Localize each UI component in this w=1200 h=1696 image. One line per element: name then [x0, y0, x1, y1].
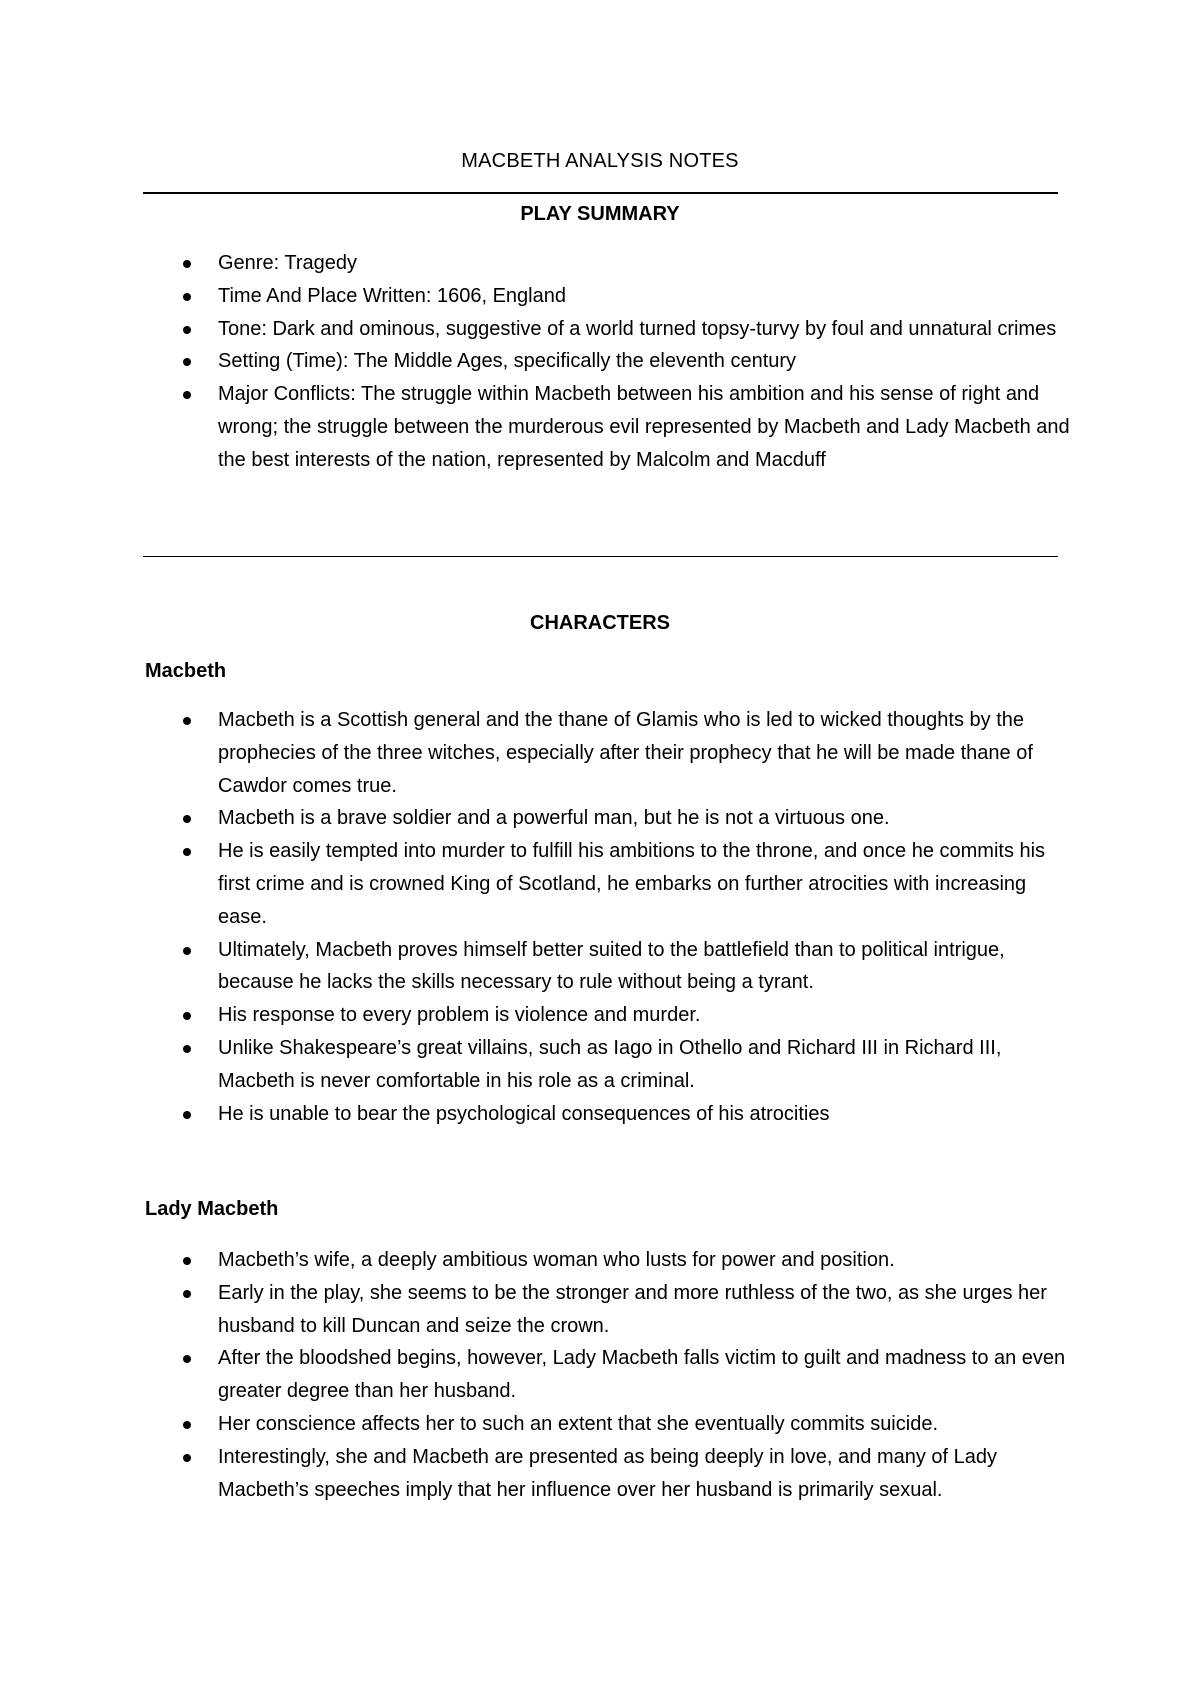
list-item-text: Setting (Time): The Middle Ages, specifically the eleventh century — [218, 350, 797, 373]
list-item-text: Major Conflicts: The struggle within Macbeth between his ambition and his sense of right and wrong; the struggle between the murderous evil represented by Macbeth and Lady Macbeth and the best interests of the nation, represented by Malcolm and Macduff — [218, 383, 1070, 471]
list-item — [145, 835, 1070, 933]
bullet-icon — [183, 358, 191, 366]
bullet-icon — [183, 1290, 191, 1298]
list-item-text: Early in the play, she seems to be the stronger and more ruthless of the two, as she urges her husband to kill Duncan and seize the crown. — [218, 1281, 1047, 1337]
character-name-lady-macbeth: Lady Macbeth — [145, 1198, 279, 1220]
list-item-text: Interestingly, she and Macbeth are presented as being deeply in love, and many of Lady Macbeth’s speeches imply that her influence over her husband is primarily sexual. — [218, 1445, 998, 1501]
list-item-text: Ultimately, Macbeth proves himself better suited to the battlefield than to political intrigue, because he lacks the skills necessary to rule without being a tyrant. — [218, 938, 1005, 994]
list-item — [145, 1277, 1070, 1343]
bullet-icon — [183, 947, 191, 955]
list-item-text: Macbeth is a brave soldier and a powerful man, but he is not a virtuous one. — [218, 807, 890, 830]
bullet-icon — [183, 1012, 191, 1020]
list-item-text: His response to every problem is violence and murder. — [218, 1004, 701, 1027]
list-item — [145, 378, 1070, 476]
title-divider — [143, 192, 1058, 194]
character-name-macbeth: Macbeth — [145, 660, 227, 682]
list-item — [145, 1441, 1070, 1507]
play-summary-heading: PLAY SUMMARY — [520, 203, 680, 225]
list-item — [145, 1032, 1070, 1098]
bullet-icon — [183, 391, 191, 399]
bullet-icon — [183, 293, 191, 301]
summary-divider — [143, 556, 1058, 557]
macbeth-notes-list — [145, 704, 1070, 1130]
bullet-icon — [183, 1421, 191, 1429]
play-summary-list — [145, 247, 1070, 477]
list-item-text: Genre: Tragedy — [218, 252, 357, 274]
list-item — [145, 313, 1070, 346]
list-item-text: He is easily tempted into murder to fulfill his ambitions to the throne, and once he commits his first crime and is crowned King of Scotland, he embarks on further atrocities with increasing ease. — [218, 840, 1046, 928]
bullet-icon — [183, 1454, 191, 1462]
bullet-icon — [183, 1355, 191, 1363]
bullet-icon — [183, 1111, 191, 1119]
list-item — [145, 1342, 1070, 1408]
list-item-text: Her conscience affects her to such an extent that she eventually commits suicide. — [218, 1412, 938, 1435]
bullet-icon — [183, 717, 191, 725]
list-item-text: After the bloodshed begins, however, Lady Macbeth falls victim to guilt and madness to an even greater degree than her husband. — [218, 1347, 1066, 1403]
bullet-icon — [183, 1045, 191, 1053]
bullet-icon — [183, 260, 191, 268]
characters-heading: CHARACTERS — [530, 612, 670, 634]
list-item-text: He is unable to bear the psychological consequences of his atrocities — [218, 1102, 830, 1125]
list-item-text: Time And Place Written: 1606, England — [218, 284, 566, 307]
list-item — [145, 345, 1070, 378]
list-item — [145, 704, 1070, 802]
document-title: MACBETH ANALYSIS NOTES — [461, 150, 739, 172]
list-item-text: Unlike Shakespeare’s great villains, such as Iago in Othello and Richard III in Richard III, Macbeth is never comfortable in his role as a criminal. — [218, 1036, 1002, 1092]
list-item-text: Macbeth is a Scottish general and the thane of Glamis who is led to wicked thoughts by the prophecies of the three witches, especially after their prophecy that he will be made thane of Cawdor comes true. — [218, 709, 1033, 797]
list-item — [145, 1408, 1070, 1441]
list-item-text: Tone: Dark and ominous, suggestive of a world turned topsy-turvy by foul and unnatural crimes — [218, 317, 1057, 340]
bullet-icon — [183, 848, 191, 856]
lady-macbeth-notes-list — [145, 1244, 1070, 1506]
list-item — [145, 934, 1070, 1000]
bullet-icon — [183, 326, 191, 334]
bullet-icon — [183, 1257, 191, 1265]
list-item — [145, 1244, 1070, 1277]
list-item — [145, 1098, 1070, 1131]
list-item — [145, 802, 1070, 835]
list-item-text: Macbeth’s wife, a deeply ambitious woman who lusts for power and position. — [218, 1249, 895, 1271]
bullet-icon — [183, 815, 191, 823]
list-item — [145, 280, 1070, 313]
list-item — [145, 247, 1070, 280]
list-item — [145, 999, 1070, 1032]
